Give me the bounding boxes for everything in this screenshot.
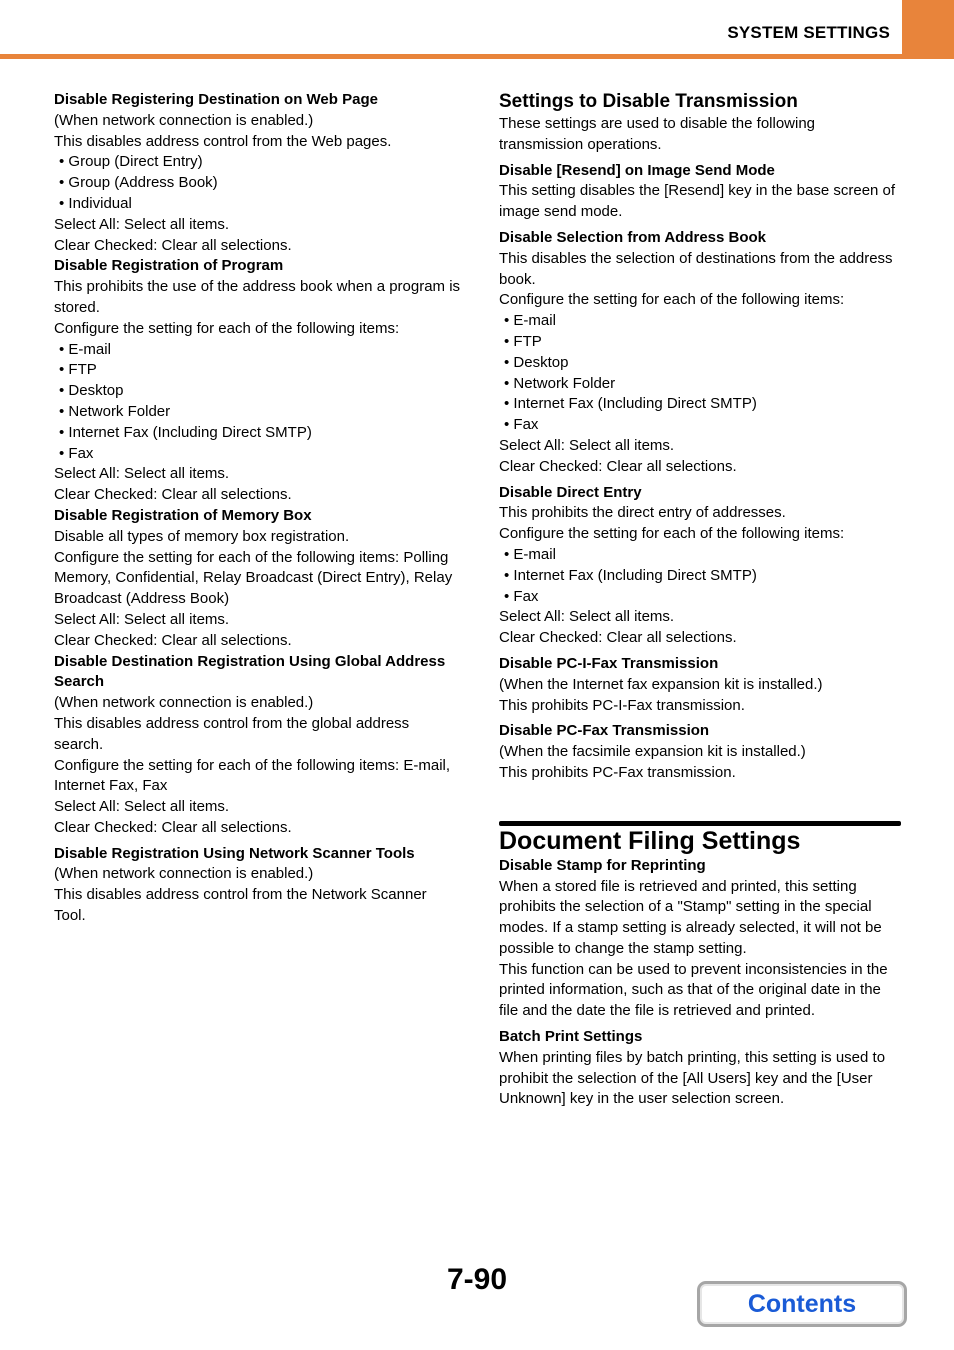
list-item: • FTP xyxy=(499,332,901,353)
section-title-transmission: Settings to Disable Transmission xyxy=(499,91,798,112)
text-line: This disables address control from the Web pages. xyxy=(54,132,392,150)
text-line: When a stored file is retrieved and printed, this setting prohibits the selection of a "Stamp" setting in the special modes. If a stamp setting is already selected, it will not be possible to change the stamp setting. xyxy=(499,877,882,957)
item-list xyxy=(54,152,462,214)
text-line: This prohibits PC-I-Fax transmission. xyxy=(499,696,745,714)
select-all-text: Select All: Select all items. xyxy=(54,610,230,628)
text-line: This disables address control from the global address search. xyxy=(54,714,410,753)
heading-scanner-tools: Disable Registration Using Network Scanner Tools xyxy=(54,844,415,862)
text-line: Configure the setting for each of the following items: Polling Memory, Confidential, Relay Broadcast (Direct Entry), Relay Broadcast (Address Book) xyxy=(54,548,453,608)
right-column xyxy=(499,90,901,1110)
heading-memory-box: Disable Registration of Memory Box xyxy=(54,506,312,524)
heading-pc-fax: Disable PC-Fax Transmission xyxy=(499,722,710,740)
text-line: (When network connection is enabled.) xyxy=(54,111,314,129)
text-line: When printing files by batch printing, this setting is used to prohibit the selection of the [All Users] key and the [User Unknown] key in the user selection screen. xyxy=(499,1048,886,1108)
heading-resend: Disable [Resend] on Image Send Mode xyxy=(499,161,775,179)
list-item: • Internet Fax (Including Direct SMTP) xyxy=(499,394,901,415)
select-all-text: Select All: Select all items. xyxy=(499,608,675,626)
text-line: This disables address control from the Network Scanner Tool. xyxy=(54,886,427,925)
heading-address-book: Disable Selection from Address Book xyxy=(499,228,767,246)
text-line: (When network connection is enabled.) xyxy=(54,865,314,883)
clear-checked-text: Clear Checked: Clear all selections. xyxy=(54,486,292,504)
text-line: (When the Internet fax expansion kit is installed.) xyxy=(499,675,823,693)
list-item: • Network Folder xyxy=(499,374,901,395)
list-item: • E-mail xyxy=(499,545,901,566)
text-line: (When network connection is enabled.) xyxy=(54,694,314,712)
list-item: • Fax xyxy=(499,587,901,608)
clear-checked-text: Clear Checked: Clear all selections. xyxy=(499,457,737,475)
text-line: Configure the setting for each of the following items: xyxy=(499,291,845,309)
clear-checked-text: Clear Checked: Clear all selections. xyxy=(54,631,292,649)
text-line: This function can be used to prevent inconsistencies in the printed information, such as that of the original date in the file and the date the file is retrieved and printed. xyxy=(499,960,888,1020)
text-line: Configure the setting for each of the following items: E-mail, Internet Fax, Fax xyxy=(54,756,451,795)
chapter-title-document-filing: Document Filing Settings xyxy=(499,826,801,855)
item-list xyxy=(499,311,901,436)
select-all-text: Select All: Select all items. xyxy=(499,436,675,454)
list-item: • Fax xyxy=(499,415,901,436)
heading-batch-print: Batch Print Settings xyxy=(499,1028,643,1046)
clear-checked-text: Clear Checked: Clear all selections. xyxy=(54,236,292,254)
text-line: This disables the selection of destinations from the address book. xyxy=(499,249,893,288)
list-item: • Fax xyxy=(54,444,462,465)
heading-pc-ifax: Disable PC-I-Fax Transmission xyxy=(499,654,719,672)
header-rule xyxy=(0,54,954,59)
page-number: 7-90 xyxy=(447,1263,508,1296)
text-line: Configure the setting for each of the following items: xyxy=(54,319,400,337)
clear-checked-text: Clear Checked: Clear all selections. xyxy=(54,818,292,836)
header-accent-tab xyxy=(902,0,954,54)
list-item: • E-mail xyxy=(499,311,901,332)
heading-stamp: Disable Stamp for Reprinting xyxy=(499,856,706,874)
text-line: This prohibits the use of the address book when a program is stored. xyxy=(54,278,461,316)
heading-program: Disable Registration of Program xyxy=(54,257,284,275)
list-item: • Group (Address Book) xyxy=(54,173,462,194)
text-line: This prohibits the direct entry of addresses. xyxy=(499,504,786,522)
select-all-text: Select All: Select all items. xyxy=(54,798,230,816)
list-item: • Individual xyxy=(54,194,462,215)
list-item: • E-mail xyxy=(54,340,462,361)
list-item: • FTP xyxy=(54,360,462,381)
list-item: • Network Folder xyxy=(54,402,462,423)
list-item: • Internet Fax (Including Direct SMTP) xyxy=(499,566,901,587)
heading-direct-entry: Disable Direct Entry xyxy=(499,483,642,501)
item-list xyxy=(54,340,462,465)
list-item: • Internet Fax (Including Direct SMTP) xyxy=(54,423,462,444)
left-column xyxy=(54,90,462,927)
clear-checked-text: Clear Checked: Clear all selections. xyxy=(499,629,737,647)
text-line: (When the facsimile expansion kit is installed.) xyxy=(499,743,806,761)
text-line: Configure the setting for each of the following items: xyxy=(499,525,845,543)
list-item: • Group (Direct Entry) xyxy=(54,152,462,173)
item-list xyxy=(499,545,901,607)
select-all-text: Select All: Select all items. xyxy=(54,465,230,483)
list-item: • Desktop xyxy=(54,381,462,402)
text-line: This prohibits PC-Fax transmission. xyxy=(499,763,736,781)
text-line: This setting disables the [Resend] key in the base screen of image send mode. xyxy=(499,182,896,221)
intro-text: These settings are used to disable the following transmission operations. xyxy=(499,115,816,153)
contents-button[interactable]: Contents xyxy=(697,1281,907,1327)
select-all-text: Select All: Select all items. xyxy=(54,215,230,233)
heading-global-search: Disable Destination Registration Using Global Address Search xyxy=(54,652,446,691)
section-header-title: SYSTEM SETTINGS xyxy=(727,23,890,42)
text-line: Disable all types of memory box registration. xyxy=(54,527,350,545)
list-item: • Desktop xyxy=(499,353,901,374)
heading-web-page: Disable Registering Destination on Web Page xyxy=(54,91,378,108)
